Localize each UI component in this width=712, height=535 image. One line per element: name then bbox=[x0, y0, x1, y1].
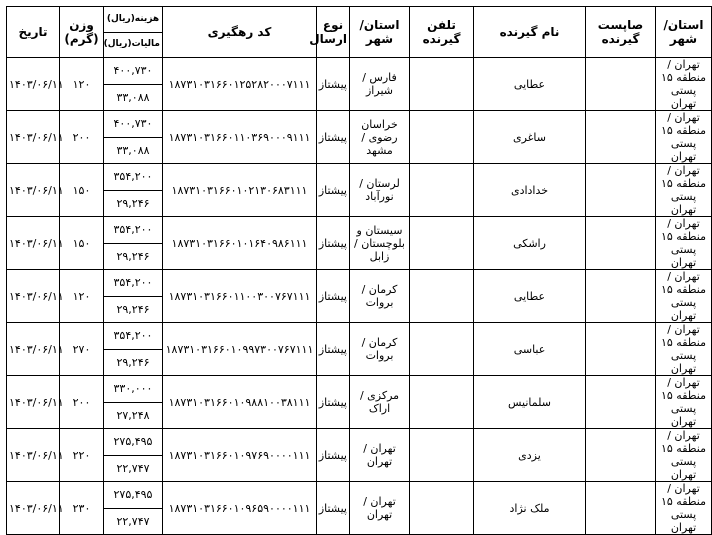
cell-send-type: پیشتاز bbox=[317, 58, 350, 111]
cell-phone bbox=[410, 58, 474, 111]
cell-weight: ۱۲۰ bbox=[60, 270, 104, 323]
cell-zip bbox=[586, 376, 656, 429]
cell-phone bbox=[410, 323, 474, 376]
cell-tracking: ۱۸۷۳۱۰۳۱۶۶۰۱۰۹۹۷۳۰۰۷۶۷۱۱۱ bbox=[163, 323, 317, 376]
cell-destination: لرستان / نورآباد bbox=[350, 164, 410, 217]
cell-recipient-name: خدادادی bbox=[474, 164, 586, 217]
cell-weight: ۲۰۰ bbox=[60, 111, 104, 164]
cell-recipient-name: عطایی bbox=[474, 270, 586, 323]
cell-cost: ۳۵۴,۲۰۰ bbox=[104, 217, 163, 244]
cell-destination: تهران / تهران bbox=[350, 429, 410, 482]
cell-zip bbox=[586, 323, 656, 376]
header-sender-zip: صاپست گیرنده bbox=[586, 7, 656, 58]
cell-origin: تهران / منطقه ۱۵ پستی تهران bbox=[656, 111, 712, 164]
cell-recipient-name: سلمانیس bbox=[474, 376, 586, 429]
header-tax: مالیات(ریال) bbox=[104, 32, 163, 58]
header-cost: هزینه(ریال) bbox=[104, 7, 163, 33]
cell-recipient-name: یزدی bbox=[474, 429, 586, 482]
cell-tax: ۲۹,۲۴۶ bbox=[104, 243, 163, 270]
cell-send-type: پیشتاز bbox=[317, 164, 350, 217]
cell-tracking: ۱۸۷۳۱۰۳۱۶۶۰۱۰۱۶۴۰۹۸۶۱۱۱ bbox=[163, 217, 317, 270]
cell-origin: تهران / منطقه ۱۵ پستی تهران bbox=[656, 323, 712, 376]
cell-destination: سیستان و بلوچستان / زابل bbox=[350, 217, 410, 270]
cell-date: ۱۴۰۳/۰۶/۱۱ bbox=[7, 164, 60, 217]
cell-cost: ۳۳۰,۰۰۰ bbox=[104, 376, 163, 403]
cell-destination: کرمان / بروات bbox=[350, 270, 410, 323]
cell-date: ۱۴۰۳/۰۶/۱۱ bbox=[7, 58, 60, 111]
cell-destination: خراسان رضوی / مشهد bbox=[350, 111, 410, 164]
cell-weight: ۱۲۰ bbox=[60, 58, 104, 111]
header-recipient-name: نام گیرنده bbox=[474, 7, 586, 58]
header-weight: وزن (گرم) bbox=[60, 7, 104, 58]
cell-origin: تهران / منطقه ۱۵ پستی تهران bbox=[656, 376, 712, 429]
cell-recipient-name: عطایی bbox=[474, 58, 586, 111]
cell-tracking: ۱۸۷۳۱۰۳۱۶۶۰۱۰۹۷۶۹۰۰۰۰۱۱۱ bbox=[163, 429, 317, 482]
header-origin-city: استان/ شهر bbox=[656, 7, 712, 58]
cell-weight: ۲۳۰ bbox=[60, 482, 104, 535]
cell-send-type: پیشتاز bbox=[317, 482, 350, 535]
cell-tracking: ۱۸۷۳۱۰۳۱۶۶۰۱۰۲۱۳۰۶۸۳۱۱۱ bbox=[163, 164, 317, 217]
cell-weight: ۱۵۰ bbox=[60, 217, 104, 270]
cell-phone bbox=[410, 482, 474, 535]
cell-tracking: ۱۸۷۳۱۰۳۱۶۶۰۱۱۰۰۳۰۰۷۶۷۱۱۱ bbox=[163, 270, 317, 323]
cell-phone bbox=[410, 164, 474, 217]
cell-date: ۱۴۰۳/۰۶/۱۱ bbox=[7, 270, 60, 323]
cell-recipient-name: ملک نژاد bbox=[474, 482, 586, 535]
cell-send-type: پیشتاز bbox=[317, 323, 350, 376]
table-row bbox=[7, 217, 712, 244]
cell-zip bbox=[586, 164, 656, 217]
cell-send-type: پیشتاز bbox=[317, 429, 350, 482]
cell-recipient-name: راشکی bbox=[474, 217, 586, 270]
cell-tax: ۳۳,۰۸۸ bbox=[104, 137, 163, 164]
cell-cost: ۳۵۴,۲۰۰ bbox=[104, 270, 163, 297]
cell-tracking: ۱۸۷۳۱۰۳۱۶۶۰۱۱۰۳۶۹۰۰۰۹۱۱۱ bbox=[163, 111, 317, 164]
header-tracking: کد رهگیری bbox=[163, 7, 317, 58]
cell-zip bbox=[586, 58, 656, 111]
cell-date: ۱۴۰۳/۰۶/۱۱ bbox=[7, 482, 60, 535]
cell-tax: ۳۳,۰۸۸ bbox=[104, 84, 163, 111]
cell-origin: تهران / منطقه ۱۵ پستی تهران bbox=[656, 270, 712, 323]
cell-tax: ۲۹,۲۴۶ bbox=[104, 296, 163, 323]
cell-origin: تهران / منطقه ۱۵ پستی تهران bbox=[656, 217, 712, 270]
cell-tax: ۲۷,۲۴۸ bbox=[104, 402, 163, 429]
cell-phone bbox=[410, 429, 474, 482]
cell-origin: تهران / منطقه ۱۵ پستی تهران bbox=[656, 164, 712, 217]
cell-tax: ۲۲,۷۴۷ bbox=[104, 508, 163, 535]
table-row bbox=[7, 429, 712, 456]
cell-send-type: پیشتاز bbox=[317, 376, 350, 429]
cell-send-type: پیشتاز bbox=[317, 111, 350, 164]
cell-destination: مرکزی / اراک bbox=[350, 376, 410, 429]
header-dest-city: استان/ شهر bbox=[350, 7, 410, 58]
table-row bbox=[7, 482, 712, 509]
cell-cost: ۴۰۰,۷۳۰ bbox=[104, 58, 163, 85]
cell-cost: ۴۰۰,۷۳۰ bbox=[104, 111, 163, 138]
cell-recipient-name: ساغری bbox=[474, 111, 586, 164]
table-row bbox=[7, 111, 712, 138]
cell-date: ۱۴۰۳/۰۶/۱۱ bbox=[7, 429, 60, 482]
cell-tax: ۲۹,۲۴۶ bbox=[104, 190, 163, 217]
table-row bbox=[7, 323, 712, 350]
table-row bbox=[7, 376, 712, 403]
cell-tax: ۲۲,۷۴۷ bbox=[104, 455, 163, 482]
cell-date: ۱۴۰۳/۰۶/۱۱ bbox=[7, 217, 60, 270]
cell-tax: ۲۹,۲۴۶ bbox=[104, 349, 163, 376]
cell-origin: تهران / منطقه ۱۵ پستی تهران bbox=[656, 482, 712, 535]
cell-date: ۱۴۰۳/۰۶/۱۱ bbox=[7, 376, 60, 429]
cell-cost: ۳۵۴,۲۰۰ bbox=[104, 323, 163, 350]
cell-cost: ۲۷۵,۴۹۵ bbox=[104, 429, 163, 456]
cell-zip bbox=[586, 482, 656, 535]
cell-origin: تهران / منطقه ۱۵ پستی تهران bbox=[656, 58, 712, 111]
cell-zip bbox=[586, 217, 656, 270]
cell-zip bbox=[586, 429, 656, 482]
cell-cost: ۳۵۴,۲۰۰ bbox=[104, 164, 163, 191]
cell-weight: ۱۵۰ bbox=[60, 164, 104, 217]
cell-tracking: ۱۸۷۳۱۰۳۱۶۶۰۱۰۹۶۵۹۰۰۰۰۱۱۱ bbox=[163, 482, 317, 535]
table-row bbox=[7, 58, 712, 85]
cell-zip bbox=[586, 111, 656, 164]
cell-weight: ۲۰۰ bbox=[60, 376, 104, 429]
cell-tracking: ۱۸۷۳۱۰۳۱۶۶۰۱۰۹۸۸۱۰۰۳۸۱۱۱ bbox=[163, 376, 317, 429]
cell-date: ۱۴۰۳/۰۶/۱۱ bbox=[7, 323, 60, 376]
cell-phone bbox=[410, 376, 474, 429]
cell-cost: ۲۷۵,۴۹۵ bbox=[104, 482, 163, 509]
header-date: تاریخ bbox=[7, 7, 60, 58]
cell-origin: تهران / منطقه ۱۵ پستی تهران bbox=[656, 429, 712, 482]
cell-zip bbox=[586, 270, 656, 323]
cell-destination: کرمان / بروات bbox=[350, 323, 410, 376]
cell-weight: ۲۲۰ bbox=[60, 429, 104, 482]
cell-send-type: پیشتاز bbox=[317, 270, 350, 323]
cell-send-type: پیشتاز bbox=[317, 217, 350, 270]
cell-recipient-name: عباسی bbox=[474, 323, 586, 376]
cell-weight: ۲۷۰ bbox=[60, 323, 104, 376]
shipment-table bbox=[6, 6, 712, 535]
table-row bbox=[7, 164, 712, 191]
table-body bbox=[7, 58, 712, 535]
cell-phone bbox=[410, 270, 474, 323]
cell-date: ۱۴۰۳/۰۶/۱۱ bbox=[7, 111, 60, 164]
cell-tracking: ۱۸۷۳۱۰۳۱۶۶۰۱۲۵۲۸۲۰۰۰۷۱۱۱ bbox=[163, 58, 317, 111]
header-send-type: نوع ارسال bbox=[317, 7, 350, 58]
header-recipient-phone: تلفن گیرنده bbox=[410, 7, 474, 58]
cell-phone bbox=[410, 217, 474, 270]
cell-phone bbox=[410, 111, 474, 164]
cell-destination: تهران / تهران bbox=[350, 482, 410, 535]
cell-destination: فارس / شیراز bbox=[350, 58, 410, 111]
table-row bbox=[7, 270, 712, 297]
header-row bbox=[7, 7, 712, 33]
